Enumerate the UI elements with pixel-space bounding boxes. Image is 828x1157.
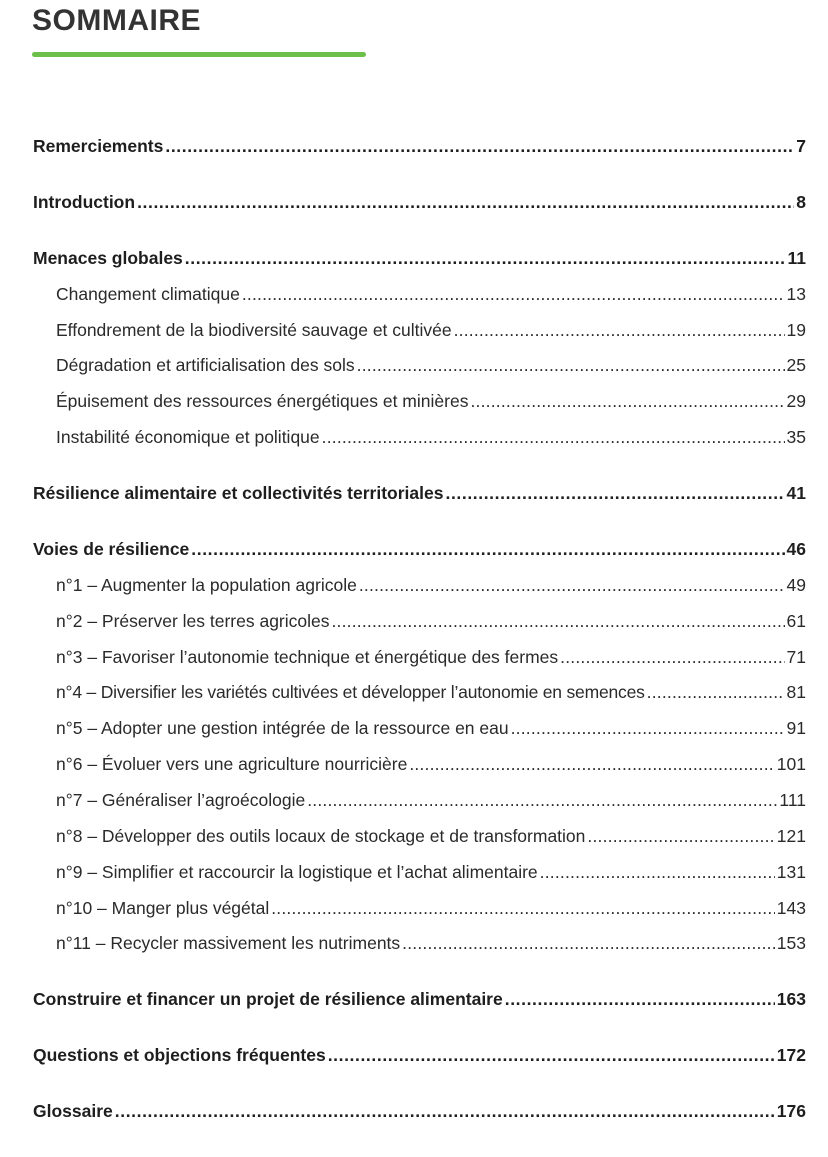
toc-entry-label: n°10 – Manger plus végétal	[56, 898, 270, 918]
toc-entry-page: 35	[786, 427, 806, 447]
toc-entry-page: 101	[776, 754, 806, 774]
toc-entry-voie-9[interactable]	[56, 860, 806, 884]
dot-leader	[470, 389, 784, 413]
toc-entry-label: n°6 – Évoluer vers une agriculture nourricière	[56, 754, 408, 774]
toc-entry-page: 13	[786, 284, 806, 304]
toc-entry-page: 131	[776, 862, 806, 882]
toc-entry-label: Remerciements	[33, 136, 164, 156]
toc-entry-page: 61	[786, 611, 806, 631]
toc-entry-label: Changement climatique	[56, 284, 240, 304]
toc-entry-label: n°8 – Développer des outils locaux de stockage et de transformation	[56, 826, 586, 846]
toc-entry-label: n°2 – Préserver les terres agricoles	[56, 611, 330, 631]
toc-entry-glossaire[interactable]	[33, 1099, 806, 1123]
dot-leader	[505, 987, 775, 1011]
toc-entry-page: 49	[786, 575, 806, 595]
toc-entry-page: 71	[786, 647, 806, 667]
toc-entry-instabilite[interactable]	[56, 425, 806, 449]
toc-entry-menaces-globales[interactable]	[33, 246, 806, 270]
toc-entry-label: Menaces globales	[33, 248, 183, 268]
toc-entry-voie-3[interactable]	[56, 645, 806, 669]
dot-leader	[445, 481, 784, 505]
dot-leader	[511, 716, 785, 740]
dot-leader	[359, 573, 785, 597]
dot-leader	[185, 246, 786, 270]
dot-leader	[357, 353, 785, 377]
toc-entry-label: n°9 – Simplifier et raccourcir la logistique et l’achat alimentaire	[56, 862, 538, 882]
toc-entry-remerciements[interactable]	[33, 134, 806, 158]
dot-leader	[587, 824, 774, 848]
toc-entry-voie-10[interactable]	[56, 896, 806, 920]
toc-entry-label: Glossaire	[33, 1101, 113, 1121]
toc-entry-label: Questions et objections fréquentes	[33, 1045, 326, 1065]
toc-entry-label: n°4 – Diversifier les variétés cultivées et développer l’autonomie en semences	[56, 682, 645, 702]
toc-entry-page: 163	[776, 989, 806, 1009]
toc-entry-label: Effondrement de la biodiversité sauvage et cultivée	[56, 320, 452, 340]
toc-entry-voie-6[interactable]	[56, 752, 806, 776]
dot-leader	[332, 609, 785, 633]
toc-entry-voie-11[interactable]	[56, 931, 806, 955]
toc-entry-page: 11	[787, 248, 806, 268]
toc-entry-label: Dégradation et artificialisation des sols	[56, 355, 355, 375]
dot-leader	[560, 645, 784, 669]
toc-entry-label: n°5 – Adopter une gestion intégrée de la ressource en eau	[56, 718, 509, 738]
toc-entry-changement-climatique[interactable]	[56, 282, 806, 306]
toc-entry-introduction[interactable]	[33, 190, 806, 214]
toc-entry-page: 8	[796, 192, 806, 212]
toc-entry-label: Construire et financer un projet de résilience alimentaire	[33, 989, 503, 1009]
dot-leader	[115, 1099, 775, 1123]
dot-leader	[454, 318, 785, 342]
toc-entry-voie-5[interactable]	[56, 716, 806, 740]
toc-entry-label: n°3 – Favoriser l’autonomie technique et énergétique des fermes	[56, 647, 559, 667]
dot-leader	[307, 788, 777, 812]
dot-leader	[540, 860, 775, 884]
toc-entry-label: n°11 – Recycler massivement les nutriments	[56, 933, 401, 953]
toc-entry-label: Introduction	[33, 192, 136, 212]
toc-entry-voie-2[interactable]	[56, 609, 806, 633]
toc-entry-label: Épuisement des ressources énergétiques et minières	[56, 391, 469, 411]
toc-entry-page: 7	[796, 136, 806, 156]
dot-leader	[328, 1043, 775, 1067]
toc-entry-page: 153	[776, 933, 806, 953]
toc-entry-degradation-sols[interactable]	[56, 353, 806, 377]
toc-entry-voie-8[interactable]	[56, 824, 806, 848]
toc-entry-questions-objections[interactable]	[33, 1043, 806, 1067]
dot-leader	[402, 931, 775, 955]
toc-entry-voies-de-resilience[interactable]	[33, 537, 806, 561]
toc-entry-page: 25	[786, 355, 806, 375]
toc-entry-effondrement-biodiversite[interactable]	[56, 318, 806, 342]
page-title: SOMMAIRE	[32, 4, 201, 37]
toc-entry-epuisement-ressources[interactable]	[56, 389, 806, 413]
toc-entry-label: Voies de résilience	[33, 539, 190, 559]
toc-entry-label: Instabilité économique et politique	[56, 427, 320, 447]
toc-entry-resilience-collectivites[interactable]	[33, 481, 806, 505]
toc-entry-page: 143	[776, 898, 806, 918]
toc-entry-voie-1[interactable]	[56, 573, 806, 597]
dot-leader	[647, 680, 785, 704]
toc-entry-page: 19	[786, 320, 806, 340]
dot-leader	[322, 425, 785, 449]
toc-entry-page: 176	[776, 1101, 806, 1121]
toc-entry-voie-7[interactable]	[56, 788, 806, 812]
toc-entry-page: 46	[786, 539, 806, 559]
toc-entry-page: 29	[786, 391, 806, 411]
toc-entry-label: Résilience alimentaire et collectivités territoriales	[33, 483, 444, 503]
toc-entry-label: n°7 – Généraliser l’agroécologie	[56, 790, 306, 810]
dot-leader	[242, 282, 785, 306]
toc-entry-construire-financer[interactable]	[33, 987, 806, 1011]
toc-entry-page: 91	[786, 718, 806, 738]
dot-leader	[271, 896, 775, 920]
dot-leader	[191, 537, 784, 561]
toc-entry-page: 41	[786, 483, 806, 503]
toc-entry-voie-4[interactable]	[56, 680, 806, 704]
dot-leader	[409, 752, 774, 776]
dot-leader	[137, 190, 794, 214]
toc-entry-page: 121	[776, 826, 806, 846]
toc-entry-page: 81	[786, 682, 806, 702]
toc-entry-page: 172	[776, 1045, 806, 1065]
toc-entry-page: 111	[779, 790, 806, 810]
toc-entry-label: n°1 – Augmenter la population agricole	[56, 575, 357, 595]
dot-leader	[165, 134, 794, 158]
